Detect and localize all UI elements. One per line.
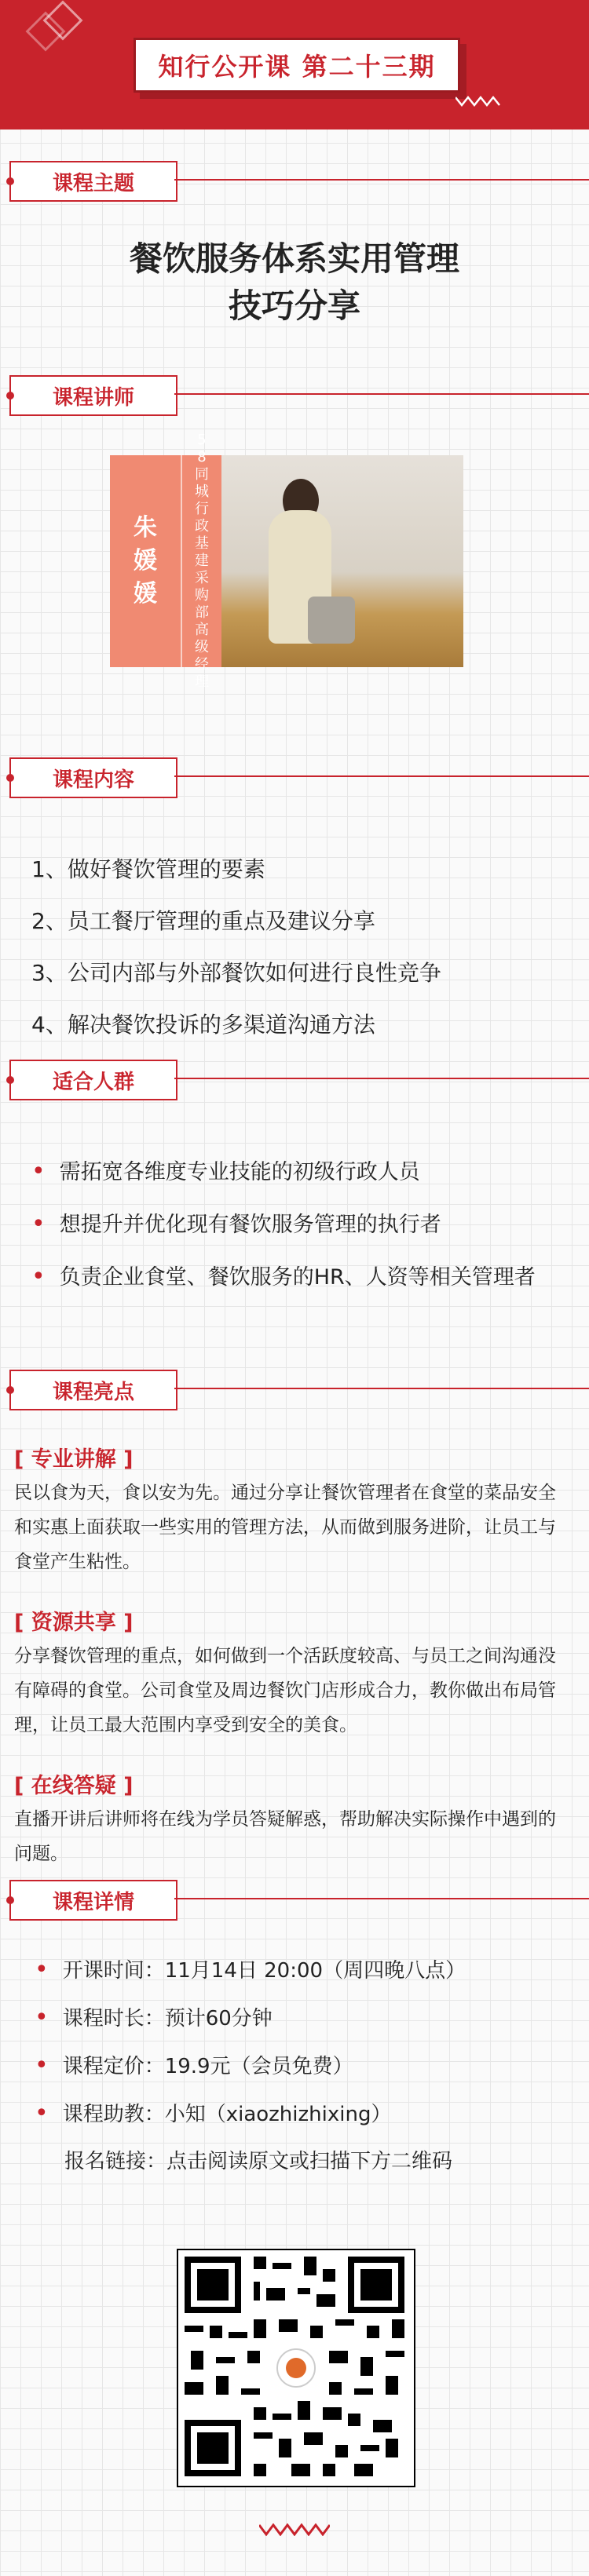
detail-price: • 课程定价：19.9元（会员免费） <box>35 2042 466 2090</box>
highlight-label: [ 资源共享 ] <box>14 1611 134 1635</box>
lecturer-role-char: 理 <box>195 673 209 690</box>
page-title: 知行公开课 第二十三期 <box>134 38 460 93</box>
dot-icon <box>6 1076 14 1084</box>
lecturer-role-char: 基 <box>195 535 209 552</box>
lecturer-role-char: 高 <box>195 622 209 638</box>
lecturer-role-char: 采 <box>195 570 209 586</box>
lecturer-name <box>110 455 181 667</box>
lecturer-role-char: 级 <box>195 639 209 655</box>
zigzag-decoration-icon <box>455 96 503 107</box>
lecturer-role-char: 城 <box>195 483 209 500</box>
list-item: • 想提升并优化现有餐饮服务管理的执行者 <box>31 1199 536 1251</box>
dot-icon <box>6 1386 14 1394</box>
list-item: 1、做好餐饮管理的要素 <box>31 856 265 882</box>
lecturer-photo-legs <box>308 597 355 644</box>
section-tag-lecturer <box>9 375 177 416</box>
audience-list <box>31 1146 536 1304</box>
dot-icon <box>6 177 14 185</box>
lecturer-role <box>181 432 221 690</box>
lecturer-role-char: 购 <box>195 587 209 604</box>
lecturer-role-char: 8 <box>197 449 207 465</box>
lecturer-role-char: 同 <box>195 466 209 483</box>
highlight-text: 分享餐饮管理的重点，如何做到一个活跃度较高、与员工之间沟通没有障碍的食堂。公司食堂及周边餐饮门店形成合力，教你做出布局管理，让员工最大范围内享受到安全的美食。 <box>14 1646 556 1735</box>
qr-code[interactable] <box>177 2249 415 2487</box>
section-tag-topic <box>9 161 177 202</box>
list-item: • 负责企业食堂、餐饮服务的HR、人资等相关管理者 <box>31 1251 536 1304</box>
lecturer-role-char: 政 <box>195 518 209 535</box>
section-tag-audience <box>9 1060 177 1100</box>
section-tag-content <box>9 757 177 798</box>
lecturer-role-char: 经 <box>195 656 209 673</box>
lecturer-role-char: 部 <box>195 604 209 621</box>
details-list <box>35 1947 466 2185</box>
highlight-label: [ 在线答疑 ] <box>14 1774 134 1798</box>
detail-signup: 报名链接：点击阅读原文或扫描下方二维码 <box>64 2150 453 2173</box>
dot-icon <box>6 392 14 400</box>
section-divider <box>174 179 589 181</box>
list-item: 4、解决餐饮投诉的多渠道沟通方法 <box>31 1012 375 1038</box>
dot-icon <box>6 1896 14 1904</box>
lecturer-role-char: 建 <box>195 553 209 569</box>
section-tag-details <box>9 1880 177 1921</box>
course-title-line1: 餐饮服务体系实用管理 <box>129 239 459 278</box>
lecturer-name-char: 媛 <box>134 580 157 608</box>
lecturer-card <box>110 432 463 690</box>
list-item: 2、员工餐厅管理的重点及建议分享 <box>31 908 375 934</box>
detail-time: • 开课时间：11月14日 20:00（周四晚八点） <box>35 1947 466 1994</box>
highlight-text: 民以食为天，食以安为先。通过分享让餐饮管理者在食堂的菜品安全和实惠上面获取一些实用的管理方法，从而做到服务进阶，让员工与食堂产生粘性。 <box>14 1483 556 1572</box>
dot-icon <box>6 774 14 782</box>
highlight-text: 直播开讲后讲师将在线为学员答疑解惑，帮助解决实际操作中遇到的问题。 <box>14 1809 556 1864</box>
section-divider <box>174 1388 589 1389</box>
qr-center-logo-icon <box>276 2348 316 2388</box>
lecturer-role-char: 5 <box>197 432 207 448</box>
section-divider <box>174 1898 589 1899</box>
section-tag-label: 适合人群 <box>52 1070 134 1094</box>
detail-assistant: • 课程助教：小知（xiaozhizhixing） <box>35 2090 466 2138</box>
section-tag-label: 课程主题 <box>52 171 134 195</box>
section-tag-highlights <box>9 1370 177 1410</box>
section-tag-label: 课程亮点 <box>52 1380 134 1404</box>
section-tag-label: 课程讲师 <box>52 385 134 410</box>
lecturer-name-char: 朱 <box>134 514 157 542</box>
section-divider <box>174 775 589 777</box>
header-banner <box>0 0 589 130</box>
highlight-label: [ 专业讲解 ] <box>14 1447 134 1472</box>
list-item: 3、公司内部与外部餐饮如何进行良性竞争 <box>31 960 441 986</box>
section-divider <box>174 393 589 395</box>
lecturer-name-char: 媛 <box>134 547 157 575</box>
section-tag-label: 课程详情 <box>52 1890 134 1914</box>
lecturer-role-char: 行 <box>195 501 209 517</box>
section-divider <box>174 1078 589 1079</box>
content-list <box>31 844 441 1051</box>
section-tag-label: 课程内容 <box>52 768 134 792</box>
list-item: • 需拓宽各维度专业技能的初级行政人员 <box>31 1146 536 1199</box>
zigzag-decoration-icon <box>259 2523 330 2536</box>
lecturer-photo <box>221 455 463 667</box>
course-title-line2: 技巧分享 <box>228 286 360 325</box>
detail-duration: • 课程时长：预计60分钟 <box>35 1994 466 2042</box>
